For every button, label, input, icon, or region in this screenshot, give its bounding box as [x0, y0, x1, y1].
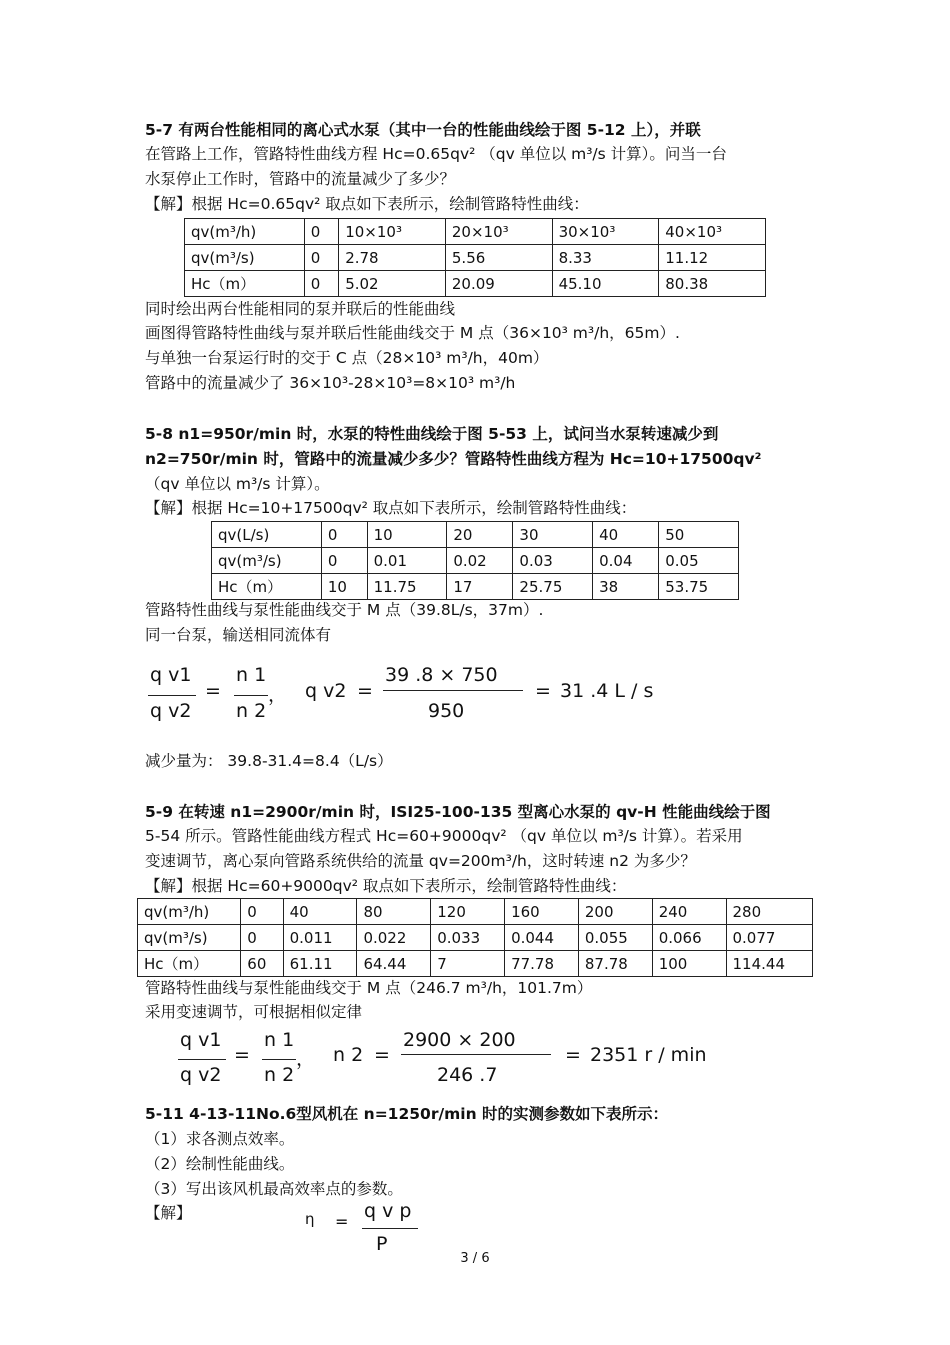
table-cell: 38: [593, 574, 659, 600]
fraction-bar: [234, 695, 268, 696]
table-cell: 0: [304, 271, 338, 297]
formula-lhs: n 2: [333, 1044, 364, 1066]
table-cell: 40: [593, 522, 659, 548]
fraction-bar: [383, 690, 523, 691]
problem-5-7-line-2: 在管路上工作，管路特性曲线方程 Hc=0.65qv² （qv 单位以 m³/s 计算）。问当一台: [145, 145, 727, 163]
solution-5-9-line-2: 采用变速调节，可根据相似定律: [145, 1003, 363, 1021]
table-row: [185, 219, 766, 245]
table-cell: 160: [505, 899, 579, 925]
solution-5-7-intro: 【解】根据 Hc=0.65qv² 取点如下表所示，绘制管路特性曲线：: [145, 195, 589, 213]
table-cell: 40: [283, 899, 357, 925]
table-cell: 20×10³: [445, 219, 552, 245]
solution-5-8-line-1: 管路特性曲线与泵性能曲线交于 M 点（39.8L/s，37m）.: [145, 601, 544, 619]
table-cell: Hc（m）: [212, 574, 322, 600]
solution-5-7-line-3: 与单独一台泵运行时的交于 C 点（28×10³ m³/h，40m）: [145, 349, 549, 367]
table-row: [212, 574, 739, 600]
table-row: [138, 951, 813, 977]
table-cell: 10: [367, 522, 447, 548]
formula-qv1: q v1: [180, 1029, 222, 1051]
table-cell: 0.011: [283, 925, 357, 951]
formula-equals: =: [535, 680, 551, 702]
problem-5-8-line-1: 5-8 n1=950r/min 时，水泵的特性曲线绘于图 5-53 上，试问当水泵转速减少到: [145, 425, 719, 443]
solution-5-11-intro: 【解】: [145, 1204, 192, 1222]
table-cell: 200: [578, 899, 652, 925]
table-cell: 2.78: [339, 245, 446, 271]
problem-5-8-line-2: n2=750r/min 时，管路中的流量减少多少？管路特性曲线方程为 Hc=10+17500qv²: [145, 450, 762, 468]
formula-result: 2351 r / min: [590, 1044, 707, 1066]
formula-denominator: P: [376, 1233, 388, 1255]
table-cell: 240: [652, 899, 726, 925]
formula-eta: η: [305, 1210, 315, 1228]
table-cell: 45.10: [552, 271, 659, 297]
table-cell: 0.044: [505, 925, 579, 951]
formula-denominator: 950: [428, 700, 465, 722]
solution-5-7-line-1: 同时绘出两台性能相同的泵并联后的性能曲线: [145, 300, 456, 318]
table-cell: qv(m³/s): [185, 245, 305, 271]
table-cell: 0.055: [578, 925, 652, 951]
table-cell: 114.44: [726, 951, 813, 977]
table-cell: qv(m³/s): [212, 548, 322, 574]
formula-n2: n 2: [264, 1064, 295, 1086]
solution-5-9-line-1: 管路特性曲线与泵性能曲线交于 M 点（246.7 m³/h，101.7m）: [145, 979, 593, 997]
problem-5-9-line-3: 变速调节，离心泵向管路系统供给的流量 qv=200m³/h，这时转速 n2 为多少？: [145, 852, 696, 870]
formula-comma: ，: [268, 684, 288, 706]
solution-5-8-intro: 【解】根据 Hc=10+17500qv² 取点如下表所示，绘制管路特性曲线：: [145, 499, 637, 517]
table-cell: 0.077: [726, 925, 813, 951]
formula-qv1: q v1: [150, 664, 192, 686]
table-row: [185, 245, 766, 271]
table-5-9: [137, 898, 813, 977]
formula-comma: ，: [296, 1048, 316, 1070]
table-cell: 30×10³: [552, 219, 659, 245]
solution-5-8-result: 减少量为： 39.8-31.4=8.4（L/s）: [145, 752, 393, 770]
fraction-bar: [401, 1054, 551, 1055]
problem-5-11-line-1: 5-11 4-13-11No.6型风机在 n=1250r/min 时的实测参数如下表所示：: [145, 1105, 669, 1123]
table-cell: 0.05: [659, 548, 739, 574]
table-cell: qv(m³/h): [138, 899, 241, 925]
table-cell: 0.01: [367, 548, 447, 574]
formula-equals: =: [374, 1044, 390, 1066]
formula-denominator: 246 .7: [437, 1064, 498, 1086]
table-5-8: [211, 521, 739, 600]
table-cell: 0: [304, 219, 338, 245]
table-row: [212, 548, 739, 574]
table-cell: 10×10³: [339, 219, 446, 245]
formula-result: 31 .4 L / s: [560, 680, 654, 702]
table-cell: 53.75: [659, 574, 739, 600]
table-cell: 10: [321, 574, 367, 600]
table-cell: 100: [652, 951, 726, 977]
table-cell: 0: [304, 245, 338, 271]
table-cell: 87.78: [578, 951, 652, 977]
solution-5-8-line-2: 同一台泵，输送相同流体有: [145, 626, 332, 644]
table-cell: 0: [321, 548, 367, 574]
table-row: [138, 925, 813, 951]
problem-5-11-item-2: （2）绘制性能曲线。: [145, 1155, 295, 1173]
table-cell: 5.02: [339, 271, 446, 297]
problem-5-9-line-2: 5-54 所示。管路性能曲线方程式 Hc=60+9000qv² （qv 单位以 m³/s 计算）。若采用: [145, 827, 743, 845]
table-cell: 20: [447, 522, 513, 548]
fraction-bar: [148, 695, 196, 696]
table-row: [138, 899, 813, 925]
solution-5-7-line-4: 管路中的流量减少了 36×10³-28×10³=8×10³ m³/h: [145, 374, 516, 392]
table-cell: qv(m³/s): [138, 925, 241, 951]
problem-5-8-line-3: （qv 单位以 m³/s 计算）。: [145, 475, 330, 493]
table-cell: 40×10³: [659, 219, 766, 245]
table-cell: 0.03: [513, 548, 593, 574]
formula-equals: =: [335, 1212, 349, 1231]
problem-5-7-line-3: 水泵停止工作时，管路中的流量减少了多少？: [145, 170, 456, 188]
table-cell: 5.56: [445, 245, 552, 271]
table-cell: 80.38: [659, 271, 766, 297]
formula-n2: n 2: [236, 700, 267, 722]
table-cell: 0.066: [652, 925, 726, 951]
problem-5-7-line-1: 5-7 有两台性能相同的离心式水泵（其中一台的性能曲线绘于图 5-12 上），并联: [145, 121, 701, 139]
table-cell: 64.44: [357, 951, 431, 977]
table-cell: 0.04: [593, 548, 659, 574]
formula-numerator: q v p: [364, 1200, 412, 1222]
table-cell: 20.09: [445, 271, 552, 297]
table-cell: 0.033: [431, 925, 505, 951]
table-cell: qv(L/s): [212, 522, 322, 548]
formula-equals: =: [565, 1044, 581, 1066]
table-5-7: [184, 218, 766, 297]
solution-5-7-line-2: 画图得管路特性曲线与泵并联后性能曲线交于 M 点（36×10³ m³/h，65m）.: [145, 324, 680, 342]
table-cell: 7: [431, 951, 505, 977]
table-row: [212, 522, 739, 548]
table-cell: 0: [321, 522, 367, 548]
fraction-bar: [178, 1059, 226, 1060]
table-cell: 60: [241, 951, 283, 977]
table-cell: 11.75: [367, 574, 447, 600]
table-cell: 120: [431, 899, 505, 925]
table-cell: qv(m³/h): [185, 219, 305, 245]
table-cell: 280: [726, 899, 813, 925]
table-cell: 0: [241, 899, 283, 925]
formula-qv2: q v2: [150, 700, 192, 722]
table-cell: 61.11: [283, 951, 357, 977]
formula-qv2: q v2: [180, 1064, 222, 1086]
page-number: 3 / 6: [460, 1251, 490, 1266]
formula-equals: =: [357, 680, 373, 702]
table-cell: 80: [357, 899, 431, 925]
table-cell: 25.75: [513, 574, 593, 600]
formula-equals: =: [234, 1044, 250, 1066]
table-cell: Hc（m）: [138, 951, 241, 977]
table-cell: 77.78: [505, 951, 579, 977]
fraction-bar: [362, 1228, 418, 1229]
table-cell: 17: [447, 574, 513, 600]
table-cell: 8.33: [552, 245, 659, 271]
table-cell: 11.12: [659, 245, 766, 271]
fraction-bar: [262, 1059, 296, 1060]
problem-5-9-line-1: 5-9 在转速 n1=2900r/min 时，ISI25-100-135 型离心水泵的 qv-H 性能曲线绘于图: [145, 803, 771, 821]
table-cell: 0.022: [357, 925, 431, 951]
table-cell: 0.02: [447, 548, 513, 574]
table-cell: 0: [241, 925, 283, 951]
table-row: [185, 271, 766, 297]
table-cell: Hc（m）: [185, 271, 305, 297]
formula-numerator: 2900 × 200: [403, 1029, 516, 1051]
problem-5-11-item-1: （1）求各测点效率。: [145, 1130, 295, 1148]
formula-equals: =: [205, 680, 221, 702]
formula-lhs: q v2: [305, 680, 347, 702]
solution-5-9-intro: 【解】根据 Hc=60+9000qv² 取点如下表所示，绘制管路特性曲线：: [145, 877, 627, 895]
table-cell: 30: [513, 522, 593, 548]
formula-n1: n 1: [264, 1029, 295, 1051]
table-cell: 50: [659, 522, 739, 548]
problem-5-11-item-3: （3）写出该风机最高效率点的参数。: [145, 1180, 403, 1198]
formula-numerator: 39 .8 × 750: [385, 664, 498, 686]
formula-n1: n 1: [236, 664, 267, 686]
